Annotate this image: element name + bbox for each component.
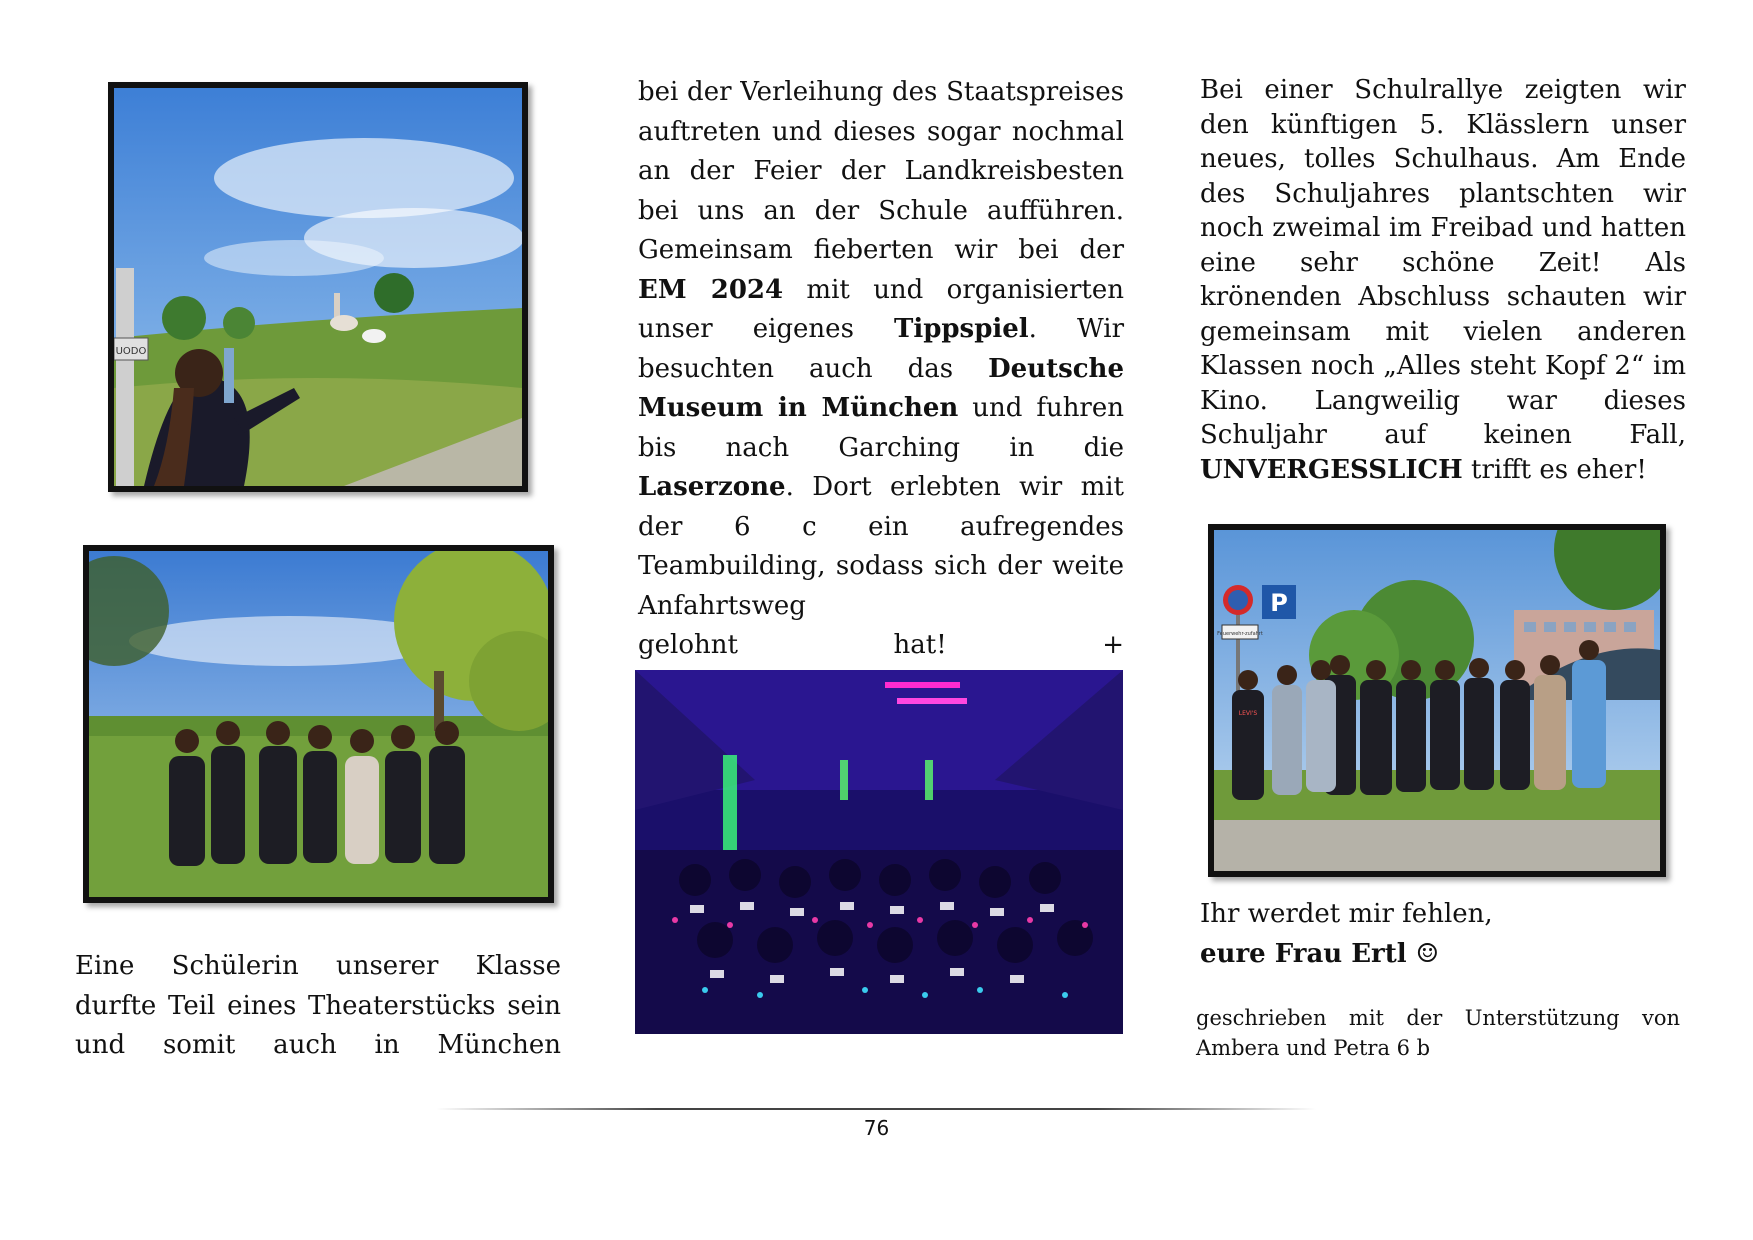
middle-column-paragraph: bei der Verleihung des Staatspreises auftreten und dieses sogar nochmal an der Feier der Landkreisbesten bei uns an der Schule aufführen. Gemeinsam fieberten wir bei der EM 2024 mit und organisierten unser eigenes Tippspiel. Wir besuchten auch das Deutsche Museum in München und fuhren bis nach Garching in die Laserzone. Dort erlebten wir mit der 6 c ein aufregendes Teambuilding, sodass sich der weite Anfahrtsweg (638, 77, 1125, 621)
parking-sign-letter: P (1270, 589, 1288, 617)
deutsches-museum-highlight: Deutsche Museum in München (638, 353, 1124, 423)
alpaca-sign-text: UODO (115, 346, 147, 357)
right-column-text (1200, 73, 1686, 487)
laserzone-highlight: Laserzone (638, 472, 786, 502)
page-number: 76 (863, 1116, 890, 1140)
shirt-text: LEVI'S (1238, 710, 1258, 717)
tippspiel-highlight: Tippspiel (893, 314, 1029, 344)
photo-alpacas-hill (108, 82, 528, 492)
right-column-paragraph: Bei einer Schulrallye zeigten wir den künftigen 5. Klässlern unser neues, tolles Schulhaus. Am Ende des Schuljahres plantschten wir noch zweimal im Freibad und hatten eine sehr schöne Zeit! Als krönenden Abschluss schauten wir gemeinsam mit vielen anderen Klassen noch „Alles steht Kopf 2“ im Kino. Langweilig war dieses Schuljahr auf keinen Fall, UNVERGESSLICH trifft es eher! (1200, 75, 1686, 485)
unvergesslich-highlight: UNVERGESSLICH (1200, 454, 1463, 485)
photo-group-field (83, 545, 554, 903)
photo-class-group (1208, 524, 1666, 877)
middle-column-text (638, 73, 1124, 666)
parking-sub-sign: Feuerwehr-zufahrt (1217, 631, 1263, 637)
closing-line: Ihr werdet mir fehlen, (1200, 899, 1493, 929)
footer-rule (436, 1108, 1316, 1110)
left-column-paragraph: Eine Schülerin unserer Klasse durfte Teil eines Theaterstücks sein und somit auch in München (75, 951, 561, 1060)
photo-laserzone (635, 670, 1123, 1034)
signature: eure Frau Ertl ☺ (1200, 939, 1440, 969)
left-column-text (75, 947, 561, 1066)
em-2024-highlight: EM 2024 (638, 274, 784, 305)
author-credit: geschrieben mit der Unterstützung von Ambera und Petra 6 b (1196, 1006, 1680, 1060)
middle-column-last-line: gelohnt hat! + (638, 630, 1124, 660)
